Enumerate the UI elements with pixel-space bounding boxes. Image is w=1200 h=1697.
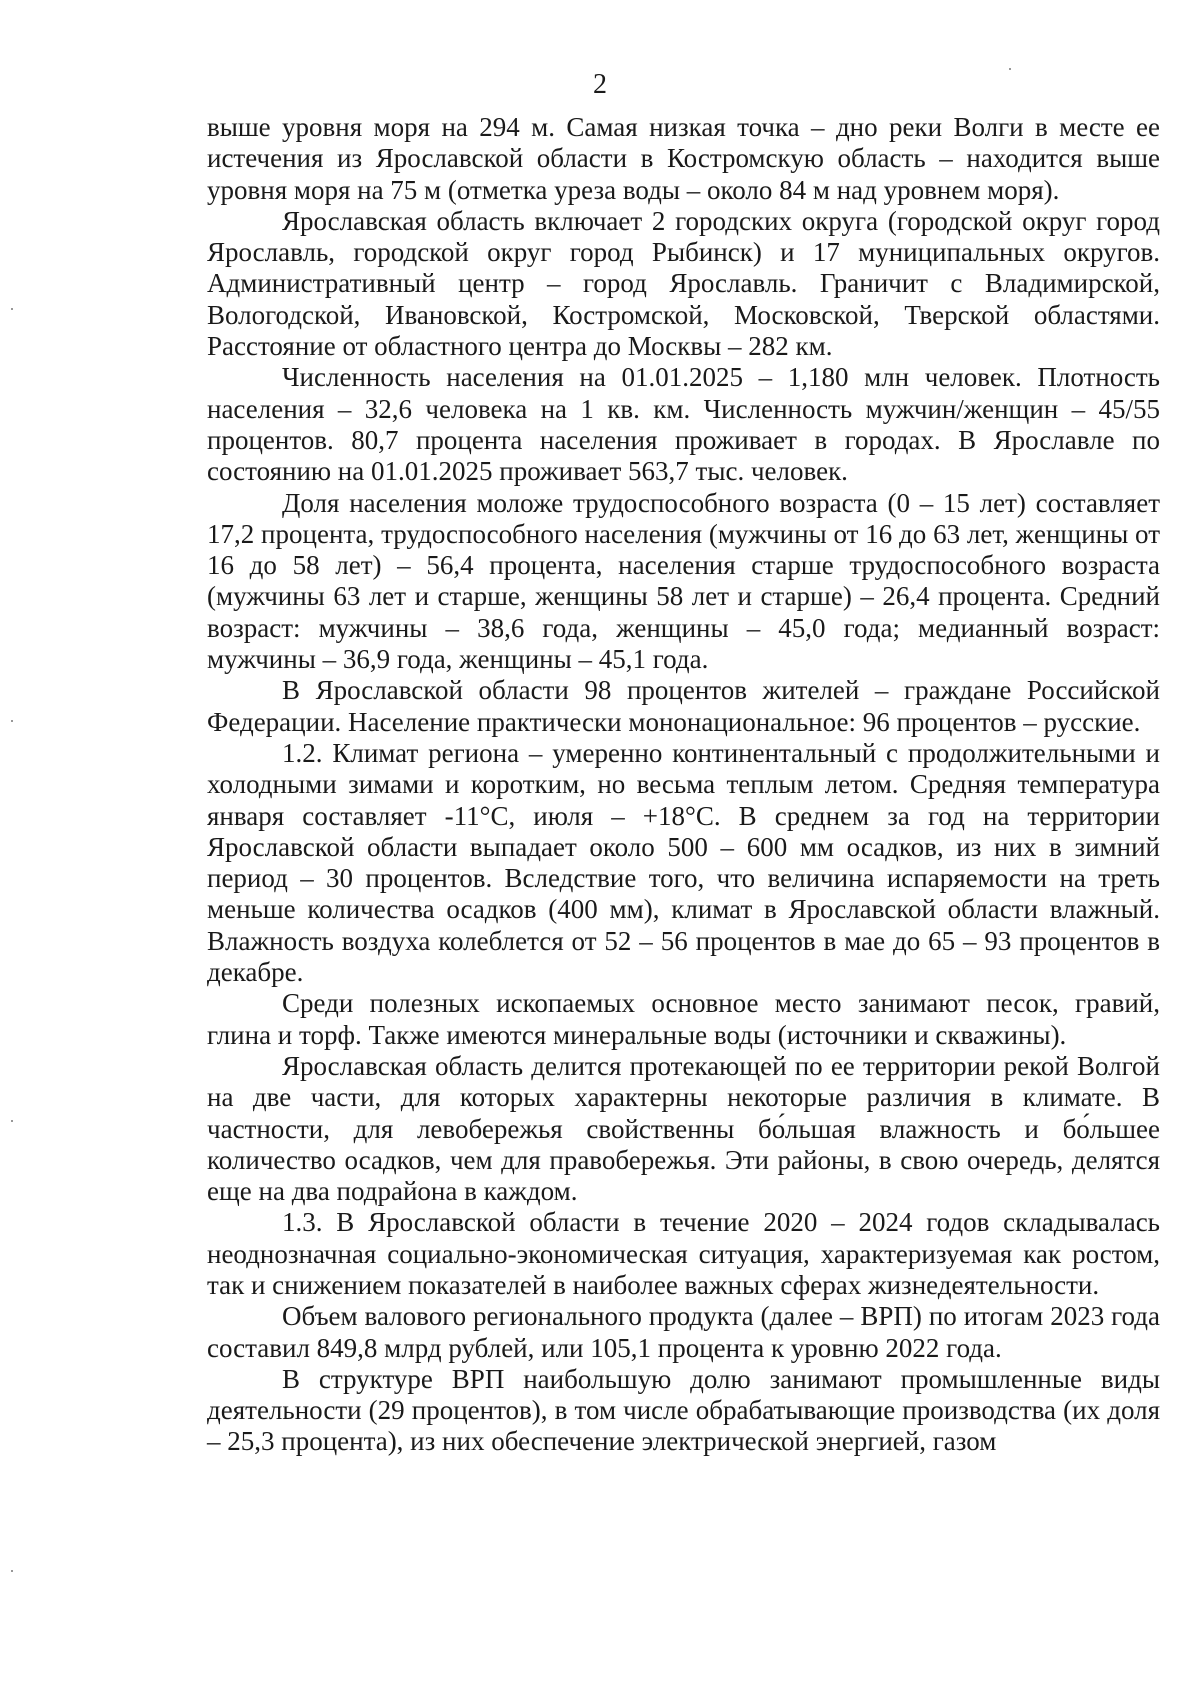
paragraph-grp-structure: В структуре ВРП наибольшую долю занимают промышленные виды деятельности (29 процентов), в том числе обрабатывающие производства (их доля – 25,3 процента), из них обеспечение электрической энергией, газом [207,1363,1160,1457]
scan-speck [11,720,13,722]
paragraph-administrative-division: Ярославская область включает 2 городских округа (городской округ город Ярославль, городской округ город Рыбинск) и 17 муниципальных округов. Административный центр – город Ярославль. Граничит с Владимирской, Вологодской, Ивановской, Костромской, Московской, Тверской областями. Расстояние от областного центра до Москвы – 282 км. [207,205,1160,362]
paragraph-age-structure: Доля населения моложе трудоспособного возраста (0 – 15 лет) составляет 17,2 процента, трудоспособного населения (мужчины от 16 до 63 лет, женщины от 16 до 58 лет) – 56,4 процента, населения старше трудоспособного возраста (мужчины 63 лет и старше, женщины 58 лет и старше) – 26,4 процента. Средний возраст: мужчины – 38,6 года, женщины – 45,0 года; медианный возраст: мужчины – 36,9 года, женщины – 45,1 года. [207,487,1160,675]
scan-speck [11,1120,13,1122]
scan-speck [1009,68,1011,70]
document-body [207,112,1160,1458]
paragraph-socio-economic: 1.3. В Ярославской области в течение 2020 – 2024 годов складывалась неоднозначная социально-экономическая ситуация, характеризуемая как ростом, так и снижением показателей в наиболее важных сферах жизнедеятельности. [207,1207,1160,1300]
paragraph-minerals: Среди полезных ископаемых основное место занимают песок, гравий, глина и торф. Также имеются минеральные воды (источники и скважины). [207,988,1160,1050]
paragraph-grp: Объем валового регионального продукта (далее – ВРП) по итогам 2023 года составил 849,8 млрд рублей, или 105,1 процента к уровню 2022 года. [207,1301,1160,1363]
scan-speck [11,1570,13,1572]
page-number: 2 [593,69,607,100]
paragraph-sea-level: выше уровня моря на 294 м. Самая низкая точка – дно реки Волги в месте ее истечения из Ярославской области в Костромскую область – находится выше уровня моря на 75 м (отметка уреза воды – около 84 м над уровнем моря). [207,112,1160,205]
paragraph-volga-division: Ярославская область делится протекающей по ее территории рекой Волгой на две части, для которых характерны некоторые различия в климате. В частности, для левобережья свойственны бо́льшая влажность и бо́льшее количество осадков, чем для правобережья. Эти районы, в свою очередь, делятся еще на два подрайона в каждом. [207,1050,1160,1207]
paragraph-population: Численность населения на 01.01.2025 – 1,180 млн человек. Плотность населения – 32,6 человека на 1 кв. км. Численность мужчин/женщин – 45/55 процентов. 80,7 процента населения проживает в городах. В Ярославле по состоянию на 01.01.2025 проживает 563,7 тыс. человек. [207,362,1160,487]
paragraph-climate: 1.2. Климат региона – умеренно континентальный с продолжительными и холодными зимами и коротким, но весьма теплым летом. Средняя температура января составляет -11°С, июля – +18°С. В среднем за год на территории Ярославской области выпадает около 500 – 600 мм осадков, из них в зимний период – 30 процентов. Вследствие того, что величина испаряемости на треть меньше количества осадков (400 мм), климат в Ярославской области влажный. Влажность воздуха колеблется от 52 – 56 процентов в мае до 65 – 93 процентов в декабре. [207,737,1160,988]
paragraph-citizenship: В Ярославской области 98 процентов жителей – граждане Российской Федерации. Население практически мононациональное: 96 процентов – русские. [207,675,1160,737]
scan-speck [11,308,13,310]
